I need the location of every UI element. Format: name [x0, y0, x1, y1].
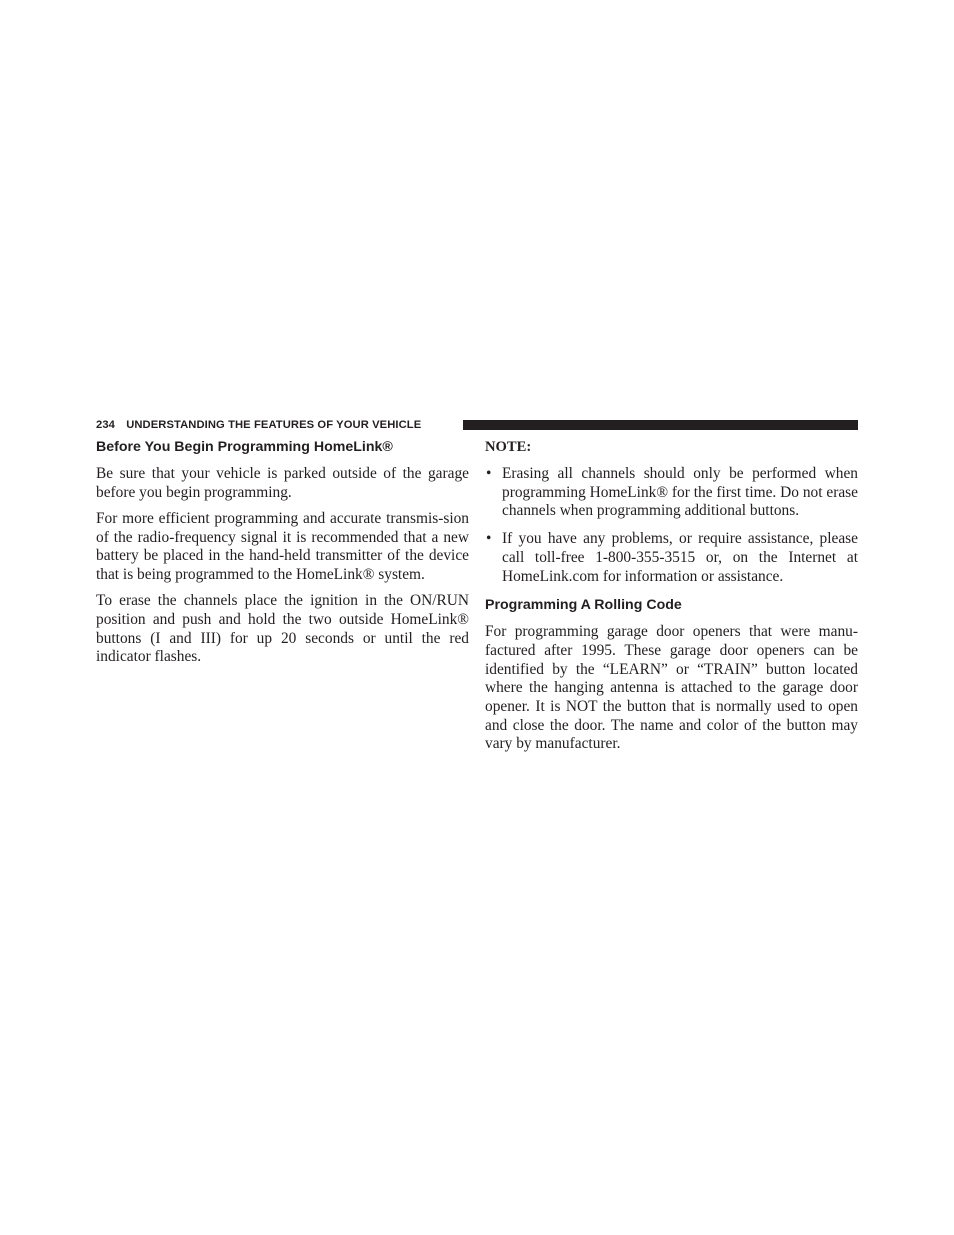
section-heading-rolling-code: Programming A Rolling Code — [485, 597, 682, 614]
list-item — [485, 530, 858, 586]
page-number: 234 — [96, 419, 115, 431]
list-item-text: If you have any problems, or require assistance, please call toll-free 1-800-355-3515 or, on the Internet at HomeLink.com for information or assistance. — [502, 530, 858, 585]
right-column — [485, 437, 858, 762]
header-rule-bar — [463, 420, 858, 430]
paragraph: For more efficient programming and accurate transmis-sion of the radio-frequency signal it is recommended that a new battery be placed in the hand-held transmitter of the device that is being programmed to the HomeLink® system. — [96, 509, 469, 584]
left-column — [96, 437, 469, 675]
running-head — [96, 417, 421, 433]
running-head-title: UNDERSTANDING THE FEATURES OF YOUR VEHICLE — [126, 419, 422, 431]
bullet-icon: • — [486, 530, 492, 548]
list-item — [485, 465, 858, 521]
list-item-text: Erasing all channels should only be performed when programming HomeLink® for the first time. Do not erase channels when programming additional buttons. — [502, 465, 858, 520]
note-label: NOTE: — [485, 439, 532, 455]
note-bullet-list — [485, 465, 858, 586]
section-heading-before-you-begin: Before You Begin Programming HomeLink® — [96, 439, 393, 455]
paragraph: For programming garage door openers that were manu-factured after 1995. These garage door openers can be identified by the “LEARN” or “TRAIN” button located where the hanging antenna is attached to the garage door opener. It is NOT the button that is normally used to open and close the door. The name and color of the button may vary by manufacturer. — [485, 623, 858, 753]
bullet-icon: • — [486, 465, 492, 482]
paragraph: Be sure that your vehicle is parked outside of the garage before you begin programming. — [96, 465, 469, 501]
paragraph: To erase the channels place the ignition in the ON/RUN position and push and hold the two outside HomeLink® buttons (I and III) for up 20 seconds or until the red indicator flashes. — [96, 592, 469, 666]
